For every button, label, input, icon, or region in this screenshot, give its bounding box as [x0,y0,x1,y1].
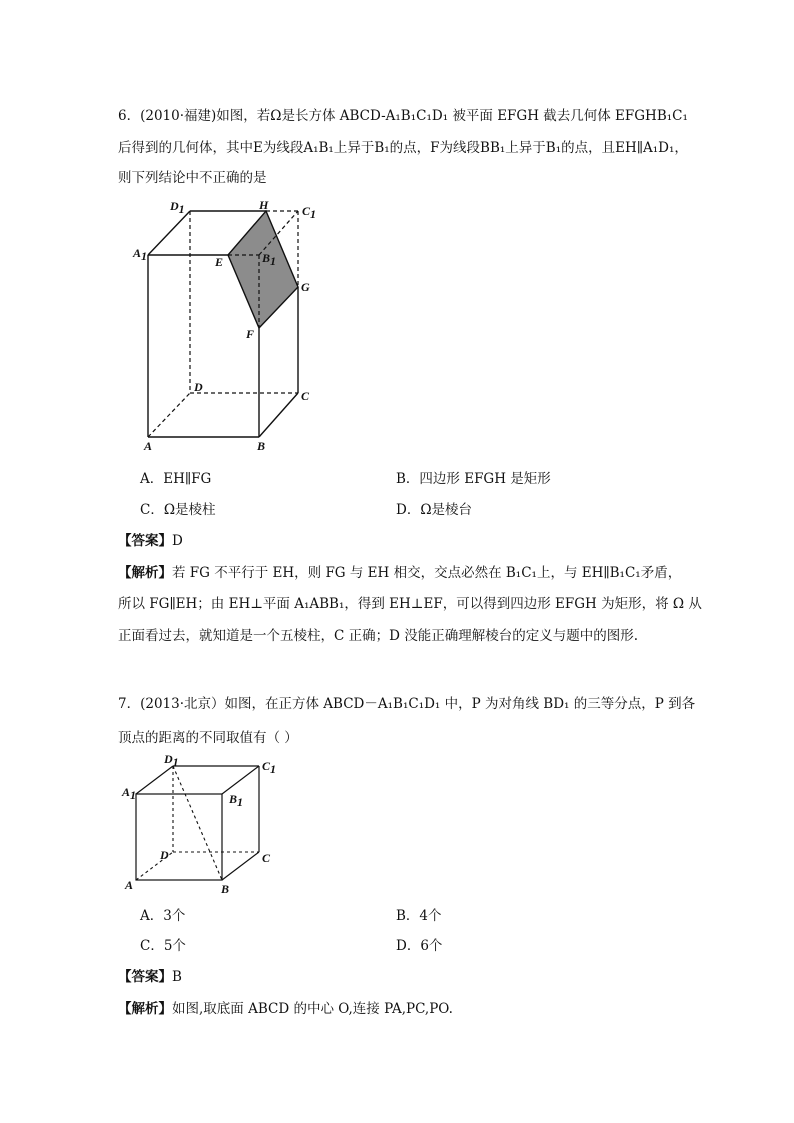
q6-analysis-line-3: 正面看过去，就知道是一个五棱柱，C 正确；D 没能正确理解棱台的定义与题中的图形. [118,628,639,644]
q6-analysis-label: 【解析】 [118,565,172,581]
q7-label-a1: A1 [122,785,137,802]
q6-option-c: C．Ω是棱柱 [140,502,216,518]
q7-stem-line-2: 顶点的距离的不同取值有（ ） [118,730,298,746]
q7-option-a: A．3个 [140,908,186,924]
q6-label-a1: A1 [133,246,148,263]
q6-stem-line-3: 则下列结论中不正确的是 [118,170,267,186]
q7-option-b: B．4个 [396,908,442,924]
q7-analysis-label: 【解析】 [118,1001,172,1017]
q6-label-c1: C1 [302,204,317,221]
q6-option-a: A．EH∥FG [140,471,212,487]
q6-label-e: E [215,255,224,269]
q6-label-h: H [259,198,269,212]
q7-label-c: C [262,851,271,865]
q7-label-b1: B1 [229,792,244,809]
q6-label-a: A [144,439,153,453]
q7-option-c: C．5个 [140,938,186,954]
q6-option-d: D．Ω是棱台 [396,502,473,518]
q7-option-d: D．6个 [396,938,443,954]
q6-label-d1: D1 [170,199,185,216]
q6-stem-line-1: 6．(2010·福建)如图，若Ω是长方体 ABCD-A₁B₁C₁D₁ 被平面 EFGH 截去几何体 EFGHB₁C₁ [118,108,688,124]
q6-label-g: G [301,280,310,294]
q6-answer-label: 【答案】 [118,533,172,549]
q7-label-b: B [221,882,230,896]
q7-hidden-edges [136,766,259,880]
q7-answer [118,965,182,985]
q6-answer-value: D [172,533,183,549]
q6-analysis-line-2: 所以 FG∥EH；由 EH⊥平面 A₁ABB₁，得到 EH⊥EF，可以得到四边形 EFGH 为矩形，将 Ω 从 [118,596,702,612]
q6-analysis-line-1: 【解析】若 FG 不平行于 EH，则 FG 与 EH 相交，交点必然在 B₁C₁上，与 EH∥B₁C₁矛盾， [118,565,682,581]
q7-stem-line-1: 7．(2013·北京）如图，在正方体 ABCD－A₁B₁C₁D₁ 中，P 为对角线 BD₁ 的三等分点，P 到各 [118,696,696,712]
q7-analysis-line-1: 【解析】如图,取底面 ABCD 的中心 O,连接 PA,PC,PO. [118,1001,453,1017]
q6-option-b: B．四边形 EFGH 是矩形 [396,471,551,487]
q7-label-d: D [160,848,169,862]
q7-answer-label: 【答案】 [118,969,172,985]
q6-label-b1: B1 [262,251,277,268]
q7-label-d1: D1 [164,752,179,769]
q7-diagonal-bd1 [173,766,222,880]
q6-label-c: C [301,389,310,403]
q7-label-c1: C1 [262,759,277,776]
q6-label-b: B [257,439,266,453]
q6-stem-line-2: 后得到的几何体，其中E为线段A₁B₁上异于B₁的点，F为线段BB₁上异于B₁的点，且EH∥A₁D₁， [118,140,688,156]
q6-label-f: F [246,327,255,341]
q7-answer-value: B [172,969,182,985]
q7-label-a: A [125,878,134,892]
q6-label-d: D [194,380,203,394]
